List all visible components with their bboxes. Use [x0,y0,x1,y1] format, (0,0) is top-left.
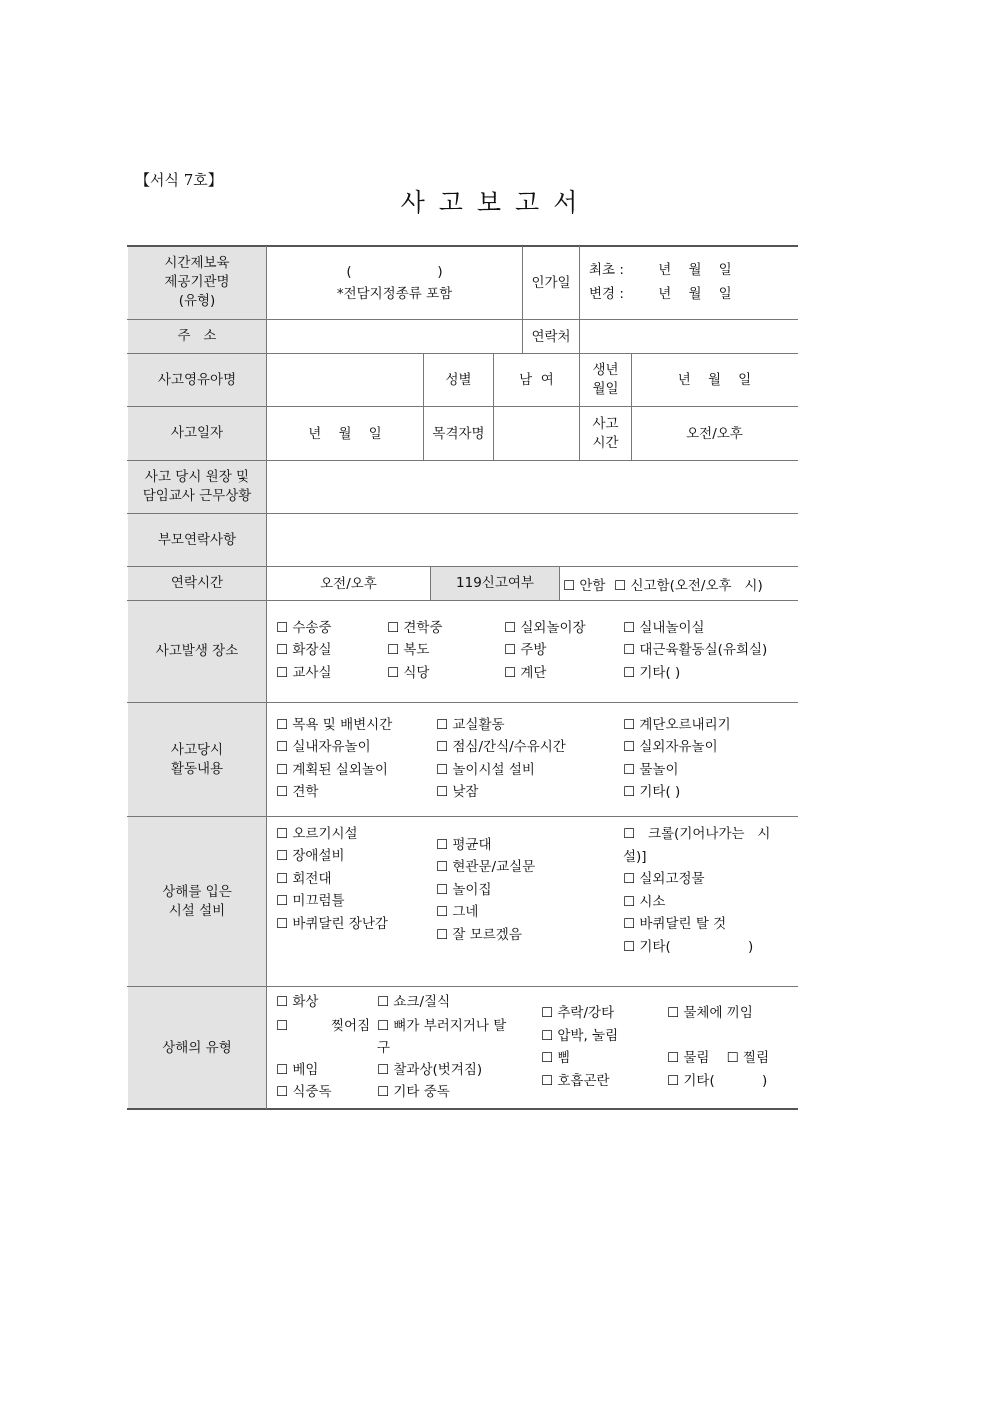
table-divider [579,246,580,460]
table-divider [423,353,424,460]
table-divider [127,566,798,567]
approval-change: 변경 : 년 월 일 [589,286,732,302]
table-border [127,245,798,247]
accident-date-value: 년 월 일 [308,425,382,442]
place-option[interactable]: ☐ 교사실 [276,665,332,681]
facility-option-continued: 설)] [623,849,647,865]
approval-date-field[interactable] [589,258,794,308]
activity-option[interactable]: ☐ 계획된 실외놀이 [276,762,388,778]
birth-date-value: 년 월 일 [677,372,752,388]
injury-type-options [267,987,797,1109]
place-option[interactable]: ☐ 실내놀이실 [623,620,705,636]
birth-date-field[interactable] [632,354,797,406]
activity-label-line: 활동내용 [170,760,224,777]
gender-field[interactable] [494,354,579,406]
place-option[interactable]: ☐ 대근육활동실(유희실) [623,642,768,658]
place-option[interactable]: ☐ 수송중 [276,620,332,636]
injury-option[interactable]: ☐ 추락/강타 [541,1005,615,1021]
contact-label: 연락처 [531,328,571,345]
address-field[interactable] [267,320,522,353]
approval-label: 인가일 [531,274,571,291]
table-divider [522,246,523,353]
child-name-field[interactable] [267,354,423,406]
injury-option[interactable]: ☐ 압박, 눌림 [541,1028,619,1044]
facility-option[interactable]: ☐ 평균대 [436,837,492,853]
table-divider [430,566,431,600]
injury-option[interactable]: ☐ 쇼크/질식 [377,994,451,1010]
report-119-value: ☐ 안함 ☐ 신고함(오전/오후 시) [563,577,763,594]
table-border [127,1108,798,1110]
gender-value: 남 여 [519,372,554,388]
accident-time-value: 오전/오후 [686,425,743,442]
injury-option[interactable]: ☐ 베임 [276,1062,319,1078]
contact-time-field[interactable] [267,567,430,600]
activity-option[interactable]: ☐ 놀이시설 설비 [436,762,535,778]
activity-option[interactable]: ☐ 목욕 및 배변시간 [276,717,393,733]
staff-status-label-line: 담임교사 근무상황 [142,488,252,504]
provider-label-line: (유형) [178,293,216,309]
facility-option[interactable]: ☐ 그네 [436,904,479,920]
staff-status-label [128,461,266,513]
facility-label-line: 시설 설비 [168,902,226,919]
parent-contact-field[interactable] [267,514,797,566]
facility-option[interactable]: ☐ 현관문/교실문 [436,859,536,875]
injury-option[interactable]: ☐ 찰과상(벗겨짐) [377,1062,483,1078]
injury-option[interactable]: ☐ 뼈가 부러지거나 탈 [377,1018,507,1034]
injury-option[interactable]: ☐ 화상 [276,994,319,1010]
table-divider [127,460,798,461]
place-option[interactable]: ☐ 계단 [504,665,547,681]
provider-label-line: 시간제보육 [164,255,230,271]
injury-option[interactable]: ☐ 기타 중독 [377,1084,450,1100]
facility-option[interactable]: ☐ 장애설비 [276,848,345,864]
provider-note: *전담지정종류 포함 [336,285,453,302]
table-divider [559,566,560,600]
accident-time-label [580,407,631,460]
birth-label-line: 월일 [592,381,619,397]
place-option[interactable]: ☐ 식당 [387,665,430,681]
facility-option[interactable]: ☐ 시소 [623,894,666,910]
table-divider [127,986,798,987]
injury-option[interactable]: ☐ 물림 ☐ 찔림 [667,1050,770,1066]
accident-time-label-line: 시간 [592,434,619,451]
injury-option-continued: 구 [377,1040,391,1056]
table-divider [493,353,494,460]
approval-first: 최초 : 년 월 일 [589,262,732,278]
facility-option[interactable]: ☐ 크롤(기어나가는 시 [623,826,771,842]
injury-option[interactable]: ☐ 식중독 [276,1084,332,1100]
address-label-text: 주 소 [177,328,217,344]
activity-option[interactable]: ☐ 실외자유놀이 [623,739,718,755]
table-divider [127,816,798,817]
provider-label [128,246,266,319]
parent-contact-label: 부모연락사항 [128,514,266,566]
accident-place-options [267,601,797,702]
activity-option[interactable]: ☐ 물놀이 [623,762,679,778]
injury-option[interactable]: ☐ 삠 [541,1050,571,1066]
address-label [128,320,266,353]
activity-options [267,703,797,816]
injury-option[interactable]: ☐ 찢어짐 [276,1018,371,1034]
activity-option[interactable]: ☐ 계단오르내리기 [623,717,731,733]
accident-date-label: 사고일자 [128,407,266,460]
child-name-label: 사고영유아명 [128,354,266,406]
facility-option[interactable]: ☐ 오르기시설 [276,826,358,842]
contact-field[interactable] [580,320,797,353]
injury-option[interactable]: ☐ 물체에 끼임 [667,1005,753,1021]
facility-label [128,817,266,986]
injury-type-label: 상해의 유형 [128,987,266,1109]
gender-label: 성별 [445,372,472,388]
witness-label: 목격자명 [432,425,485,442]
form-number: 【서식 7호】 [135,171,223,189]
place-option[interactable]: ☐ 기타( ) [623,665,681,681]
injury-option[interactable]: ☐ 호흡곤란 [541,1073,610,1089]
facility-option[interactable]: ☐ 미끄럼틀 [276,893,345,909]
activity-option[interactable]: ☐ 실내자유놀이 [276,739,371,755]
facility-option[interactable]: ☐ 놀이집 [436,882,492,898]
activity-option[interactable]: ☐ 점심/간식/수유시간 [436,739,566,755]
provider-name-field[interactable] [267,246,522,319]
provider-name-parens: ( ) [346,263,443,280]
facility-option[interactable]: ☐ 잘 모르겠음 [436,927,522,943]
table-divider [127,319,798,320]
facility-option[interactable]: ☐ 실외고정물 [623,871,705,887]
activity-option[interactable]: ☐ 견학 [276,784,319,800]
activity-label [128,703,266,816]
place-option[interactable]: ☐ 실외놀이장 [504,620,586,636]
report-119-label: 119신고여부 [431,567,559,600]
table-divider [127,406,798,407]
facility-option[interactable]: ☐ 기타( ) [623,939,754,955]
witness-field[interactable] [494,407,579,460]
staff-status-label-line: 사고 당시 원장 및 [144,469,250,485]
activity-label-line: 사고당시 [170,741,224,758]
table-divider [127,513,798,514]
table-divider [266,246,267,1109]
report-119-field[interactable] [560,567,797,600]
activity-option[interactable]: ☐ 교실활동 [436,717,505,733]
accident-date-field[interactable] [267,407,423,460]
facility-option[interactable]: ☐ 바퀴달린 장난감 [276,916,388,932]
facility-option[interactable]: ☐ 바퀴달린 탈 것 [623,916,727,932]
place-option[interactable]: ☐ 주방 [504,642,547,658]
table-divider [127,702,798,703]
table-divider [127,353,798,354]
facility-option[interactable]: ☐ 회전대 [276,871,332,887]
accident-time-label-line: 사고 [592,415,619,432]
accident-place-label: 사고발생 장소 [128,601,266,702]
page-title: 사고보고서 [400,188,592,217]
facility-label-line: 상해를 입은 [162,883,232,900]
staff-status-field[interactable] [267,461,797,513]
provider-label-line: 제공기관명 [164,274,230,290]
place-option[interactable]: ☐ 화장실 [276,642,332,658]
table-divider [631,353,632,460]
contact-time-label: 연락시간 [128,567,266,600]
birth-label [580,354,631,406]
table-divider [127,600,798,601]
birth-label-line: 생년 [592,362,619,378]
place-option[interactable]: ☐ 견학중 [387,620,443,636]
activity-option[interactable]: ☐ 기타( ) [623,784,681,800]
accident-time-field[interactable] [632,407,797,460]
injury-option[interactable]: ☐ 기타( ) [667,1073,768,1089]
activity-option[interactable]: ☐ 낮잠 [436,784,479,800]
facility-options [267,817,797,986]
place-option[interactable]: ☐ 복도 [387,642,430,658]
contact-time-value: 오전/오후 [320,575,377,592]
